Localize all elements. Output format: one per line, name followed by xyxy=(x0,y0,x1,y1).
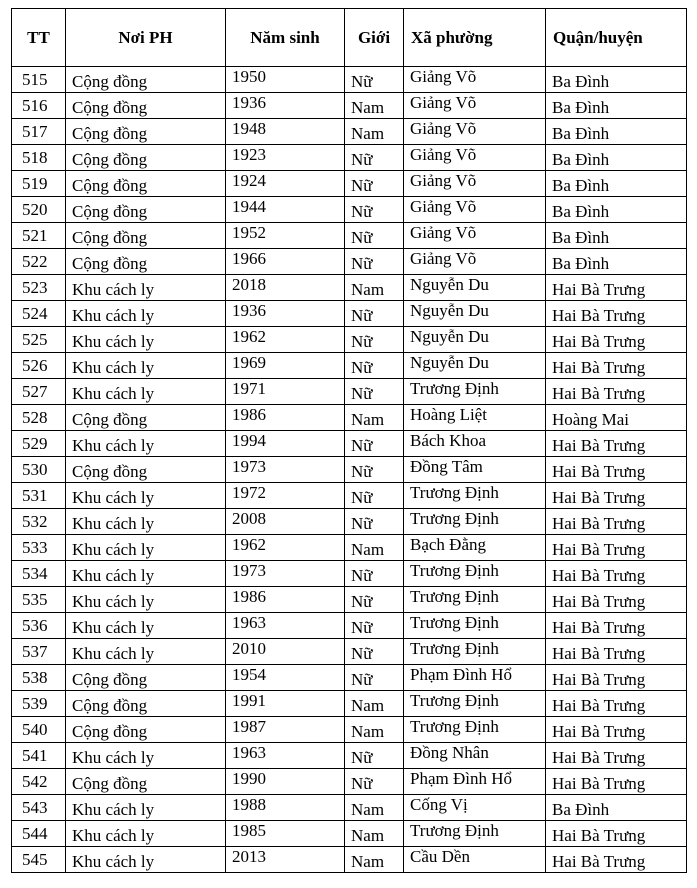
table-row xyxy=(12,587,687,613)
cell-nam-sinh: 1987 xyxy=(226,717,345,743)
cell-gioi: Nữ xyxy=(345,249,404,275)
cell-quan-huyen: Ba Đình xyxy=(546,67,687,93)
cell-nam-sinh: 1972 xyxy=(226,483,345,509)
table-row xyxy=(12,249,687,275)
cell-tt: 527 xyxy=(12,379,66,405)
table-row xyxy=(12,639,687,665)
cell-nam-sinh: 1991 xyxy=(226,691,345,717)
cell-nam-sinh: 1962 xyxy=(226,327,345,353)
cell-xa-phuong: Phạm Đình Hổ xyxy=(404,665,546,691)
cell-quan-huyen: Hai Bà Trưng xyxy=(546,821,687,847)
cell-noi-ph: Khu cách ly xyxy=(66,483,226,509)
cell-nam-sinh: 2008 xyxy=(226,509,345,535)
cell-quan-huyen: Hai Bà Trưng xyxy=(546,509,687,535)
cell-nam-sinh: 1924 xyxy=(226,171,345,197)
cell-xa-phuong: Đồng Nhân xyxy=(404,743,546,769)
cell-quan-huyen: Hai Bà Trưng xyxy=(546,717,687,743)
cell-quan-huyen: Hai Bà Trưng xyxy=(546,483,687,509)
cell-quan-huyen: Hai Bà Trưng xyxy=(546,353,687,379)
cell-nam-sinh: 1936 xyxy=(226,301,345,327)
cell-noi-ph: Khu cách ly xyxy=(66,509,226,535)
cell-noi-ph: Khu cách ly xyxy=(66,795,226,821)
cell-tt: 525 xyxy=(12,327,66,353)
cell-gioi: Nữ xyxy=(345,145,404,171)
cell-quan-huyen: Hai Bà Trưng xyxy=(546,769,687,795)
cell-xa-phuong: Giảng Võ xyxy=(404,145,546,171)
cell-noi-ph: Khu cách ly xyxy=(66,743,226,769)
table-row xyxy=(12,67,687,93)
cell-noi-ph: Khu cách ly xyxy=(66,327,226,353)
cell-tt: 536 xyxy=(12,613,66,639)
cell-tt: 515 xyxy=(12,67,66,93)
cell-gioi: Nam xyxy=(345,275,404,301)
cell-gioi: Nam xyxy=(345,119,404,145)
cell-noi-ph: Cộng đồng xyxy=(66,67,226,93)
header-tt: TT xyxy=(12,9,66,67)
cell-quan-huyen: Hai Bà Trưng xyxy=(546,587,687,613)
cell-xa-phuong: Nguyễn Du xyxy=(404,301,546,327)
cell-xa-phuong: Nguyễn Du xyxy=(404,353,546,379)
cell-tt: 522 xyxy=(12,249,66,275)
cell-xa-phuong: Cống Vị xyxy=(404,795,546,821)
cell-tt: 541 xyxy=(12,743,66,769)
table-row xyxy=(12,405,687,431)
table-row xyxy=(12,509,687,535)
cell-gioi: Nữ xyxy=(345,223,404,249)
cell-noi-ph: Khu cách ly xyxy=(66,353,226,379)
cell-gioi: Nữ xyxy=(345,353,404,379)
cell-tt: 537 xyxy=(12,639,66,665)
cell-gioi: Nam xyxy=(345,535,404,561)
table-row xyxy=(12,431,687,457)
cell-xa-phuong: Trương Định xyxy=(404,691,546,717)
cell-noi-ph: Khu cách ly xyxy=(66,379,226,405)
cell-quan-huyen: Hai Bà Trưng xyxy=(546,743,687,769)
cell-quan-huyen: Hai Bà Trưng xyxy=(546,457,687,483)
cell-quan-huyen: Hai Bà Trưng xyxy=(546,379,687,405)
cell-tt: 544 xyxy=(12,821,66,847)
cell-tt: 523 xyxy=(12,275,66,301)
cell-noi-ph: Cộng đồng xyxy=(66,665,226,691)
cell-quan-huyen: Hai Bà Trưng xyxy=(546,275,687,301)
cell-nam-sinh: 1944 xyxy=(226,197,345,223)
cell-xa-phuong: Trương Định xyxy=(404,613,546,639)
cell-tt: 532 xyxy=(12,509,66,535)
cell-quan-huyen: Hoàng Mai xyxy=(546,405,687,431)
cell-noi-ph: Cộng đồng xyxy=(66,93,226,119)
table-row xyxy=(12,379,687,405)
cell-nam-sinh: 1952 xyxy=(226,223,345,249)
table-row xyxy=(12,769,687,795)
cell-noi-ph: Cộng đồng xyxy=(66,223,226,249)
cell-gioi: Nữ xyxy=(345,509,404,535)
cell-nam-sinh: 1986 xyxy=(226,405,345,431)
cell-nam-sinh: 2013 xyxy=(226,847,345,873)
cell-nam-sinh: 1963 xyxy=(226,613,345,639)
cell-gioi: Nam xyxy=(345,405,404,431)
cell-noi-ph: Cộng đồng xyxy=(66,405,226,431)
cell-tt: 533 xyxy=(12,535,66,561)
cell-tt: 517 xyxy=(12,119,66,145)
cell-gioi: Nữ xyxy=(345,665,404,691)
cell-gioi: Nam xyxy=(345,847,404,873)
cell-xa-phuong: Hoàng Liệt xyxy=(404,405,546,431)
cell-xa-phuong: Trương Định xyxy=(404,821,546,847)
document-page xyxy=(11,8,686,874)
cell-xa-phuong: Trương Định xyxy=(404,717,546,743)
cell-xa-phuong: Trương Định xyxy=(404,509,546,535)
cell-quan-huyen: Ba Đình xyxy=(546,171,687,197)
cell-nam-sinh: 2010 xyxy=(226,639,345,665)
cell-gioi: Nam xyxy=(345,795,404,821)
case-table xyxy=(11,8,687,873)
cell-xa-phuong: Bách Khoa xyxy=(404,431,546,457)
header-nam-sinh: Năm sinh xyxy=(226,9,345,67)
cell-tt: 526 xyxy=(12,353,66,379)
cell-tt: 519 xyxy=(12,171,66,197)
cell-tt: 540 xyxy=(12,717,66,743)
cell-tt: 545 xyxy=(12,847,66,873)
cell-noi-ph: Khu cách ly xyxy=(66,587,226,613)
cell-xa-phuong: Nguyễn Du xyxy=(404,275,546,301)
header-noi-ph: Nơi PH xyxy=(66,9,226,67)
cell-gioi: Nữ xyxy=(345,561,404,587)
cell-xa-phuong: Bạch Đằng xyxy=(404,535,546,561)
cell-xa-phuong: Giảng Võ xyxy=(404,119,546,145)
cell-xa-phuong: Giảng Võ xyxy=(404,171,546,197)
table-row xyxy=(12,535,687,561)
cell-gioi: Nữ xyxy=(345,301,404,327)
cell-xa-phuong: Giảng Võ xyxy=(404,223,546,249)
cell-noi-ph: Cộng đồng xyxy=(66,717,226,743)
cell-quan-huyen: Hai Bà Trưng xyxy=(546,327,687,353)
table-row xyxy=(12,119,687,145)
cell-xa-phuong: Trương Định xyxy=(404,587,546,613)
cell-noi-ph: Khu cách ly xyxy=(66,301,226,327)
cell-noi-ph: Cộng đồng xyxy=(66,119,226,145)
table-row xyxy=(12,613,687,639)
table-row xyxy=(12,457,687,483)
table-row xyxy=(12,93,687,119)
cell-noi-ph: Cộng đồng xyxy=(66,457,226,483)
cell-noi-ph: Khu cách ly xyxy=(66,639,226,665)
cell-gioi: Nữ xyxy=(345,483,404,509)
cell-gioi: Nữ xyxy=(345,587,404,613)
cell-gioi: Nữ xyxy=(345,67,404,93)
cell-noi-ph: Khu cách ly xyxy=(66,431,226,457)
cell-nam-sinh: 1954 xyxy=(226,665,345,691)
cell-nam-sinh: 1936 xyxy=(226,93,345,119)
cell-quan-huyen: Ba Đình xyxy=(546,249,687,275)
cell-quan-huyen: Ba Đình xyxy=(546,795,687,821)
cell-nam-sinh: 1963 xyxy=(226,743,345,769)
cell-nam-sinh: 1990 xyxy=(226,769,345,795)
cell-noi-ph: Khu cách ly xyxy=(66,275,226,301)
table-row xyxy=(12,691,687,717)
table-row xyxy=(12,561,687,587)
cell-nam-sinh: 1985 xyxy=(226,821,345,847)
cell-tt: 524 xyxy=(12,301,66,327)
cell-quan-huyen: Hai Bà Trưng xyxy=(546,535,687,561)
cell-xa-phuong: Trương Định xyxy=(404,561,546,587)
cell-tt: 538 xyxy=(12,665,66,691)
cell-xa-phuong: Trương Định xyxy=(404,639,546,665)
cell-nam-sinh: 1973 xyxy=(226,561,345,587)
table-row xyxy=(12,145,687,171)
cell-xa-phuong: Cầu Dền xyxy=(404,847,546,873)
cell-tt: 535 xyxy=(12,587,66,613)
cell-xa-phuong: Giảng Võ xyxy=(404,93,546,119)
table-row xyxy=(12,275,687,301)
cell-tt: 520 xyxy=(12,197,66,223)
cell-quan-huyen: Hai Bà Trưng xyxy=(546,847,687,873)
cell-gioi: Nam xyxy=(345,691,404,717)
cell-tt: 539 xyxy=(12,691,66,717)
cell-xa-phuong: Phạm Đình Hổ xyxy=(404,769,546,795)
cell-nam-sinh: 1923 xyxy=(226,145,345,171)
table-header xyxy=(12,9,687,67)
cell-quan-huyen: Hai Bà Trưng xyxy=(546,691,687,717)
table-body xyxy=(12,67,687,873)
cell-gioi: Nữ xyxy=(345,171,404,197)
cell-nam-sinh: 1973 xyxy=(226,457,345,483)
cell-tt: 543 xyxy=(12,795,66,821)
cell-quan-huyen: Hai Bà Trưng xyxy=(546,431,687,457)
cell-noi-ph: Cộng đồng xyxy=(66,197,226,223)
cell-noi-ph: Cộng đồng xyxy=(66,171,226,197)
cell-tt: 518 xyxy=(12,145,66,171)
cell-nam-sinh: 1986 xyxy=(226,587,345,613)
cell-noi-ph: Khu cách ly xyxy=(66,535,226,561)
table-row xyxy=(12,353,687,379)
cell-quan-huyen: Hai Bà Trưng xyxy=(546,665,687,691)
cell-nam-sinh: 1988 xyxy=(226,795,345,821)
cell-noi-ph: Khu cách ly xyxy=(66,613,226,639)
table-row xyxy=(12,483,687,509)
header-row xyxy=(12,9,687,67)
table-row xyxy=(12,847,687,873)
cell-nam-sinh: 1971 xyxy=(226,379,345,405)
cell-tt: 542 xyxy=(12,769,66,795)
cell-gioi: Nam xyxy=(345,93,404,119)
table-row xyxy=(12,223,687,249)
cell-gioi: Nữ xyxy=(345,613,404,639)
cell-xa-phuong: Nguyễn Du xyxy=(404,327,546,353)
table-row xyxy=(12,717,687,743)
cell-xa-phuong: Giảng Võ xyxy=(404,197,546,223)
cell-quan-huyen: Hai Bà Trưng xyxy=(546,301,687,327)
cell-xa-phuong: Đồng Tâm xyxy=(404,457,546,483)
cell-noi-ph: Khu cách ly xyxy=(66,561,226,587)
cell-tt: 534 xyxy=(12,561,66,587)
header-gioi: Giới xyxy=(345,9,404,67)
table-row xyxy=(12,821,687,847)
cell-gioi: Nữ xyxy=(345,197,404,223)
cell-nam-sinh: 1962 xyxy=(226,535,345,561)
cell-quan-huyen: Ba Đình xyxy=(546,223,687,249)
cell-noi-ph: Khu cách ly xyxy=(66,821,226,847)
cell-quan-huyen: Ba Đình xyxy=(546,197,687,223)
cell-nam-sinh: 1950 xyxy=(226,67,345,93)
cell-nam-sinh: 2018 xyxy=(226,275,345,301)
cell-tt: 521 xyxy=(12,223,66,249)
table-row xyxy=(12,197,687,223)
cell-xa-phuong: Trương Định xyxy=(404,379,546,405)
cell-noi-ph: Cộng đồng xyxy=(66,145,226,171)
cell-quan-huyen: Ba Đình xyxy=(546,93,687,119)
cell-nam-sinh: 1994 xyxy=(226,431,345,457)
cell-nam-sinh: 1948 xyxy=(226,119,345,145)
cell-xa-phuong: Giảng Võ xyxy=(404,249,546,275)
table-row xyxy=(12,665,687,691)
cell-gioi: Nữ xyxy=(345,743,404,769)
table-row xyxy=(12,795,687,821)
cell-tt: 531 xyxy=(12,483,66,509)
cell-gioi: Nữ xyxy=(345,457,404,483)
cell-gioi: Nữ xyxy=(345,639,404,665)
cell-quan-huyen: Hai Bà Trưng xyxy=(546,561,687,587)
table-row xyxy=(12,327,687,353)
cell-gioi: Nữ xyxy=(345,769,404,795)
cell-xa-phuong: Trương Định xyxy=(404,483,546,509)
cell-noi-ph: Cộng đồng xyxy=(66,249,226,275)
cell-xa-phuong: Giảng Võ xyxy=(404,67,546,93)
cell-noi-ph: Cộng đồng xyxy=(66,691,226,717)
cell-quan-huyen: Hai Bà Trưng xyxy=(546,613,687,639)
table-row xyxy=(12,171,687,197)
cell-gioi: Nam xyxy=(345,717,404,743)
cell-quan-huyen: Hai Bà Trưng xyxy=(546,639,687,665)
cell-gioi: Nữ xyxy=(345,379,404,405)
cell-tt: 529 xyxy=(12,431,66,457)
cell-quan-huyen: Ba Đình xyxy=(546,119,687,145)
table-row xyxy=(12,743,687,769)
cell-noi-ph: Khu cách ly xyxy=(66,847,226,873)
cell-nam-sinh: 1966 xyxy=(226,249,345,275)
cell-tt: 516 xyxy=(12,93,66,119)
cell-tt: 528 xyxy=(12,405,66,431)
cell-noi-ph: Cộng đồng xyxy=(66,769,226,795)
cell-nam-sinh: 1969 xyxy=(226,353,345,379)
cell-gioi: Nữ xyxy=(345,327,404,353)
table-row xyxy=(12,301,687,327)
header-quan-huyen: Quận/huyện xyxy=(546,9,687,67)
cell-gioi: Nữ xyxy=(345,431,404,457)
cell-tt: 530 xyxy=(12,457,66,483)
cell-gioi: Nam xyxy=(345,821,404,847)
header-xa-phuong: Xã phường xyxy=(404,9,546,67)
cell-quan-huyen: Ba Đình xyxy=(546,145,687,171)
